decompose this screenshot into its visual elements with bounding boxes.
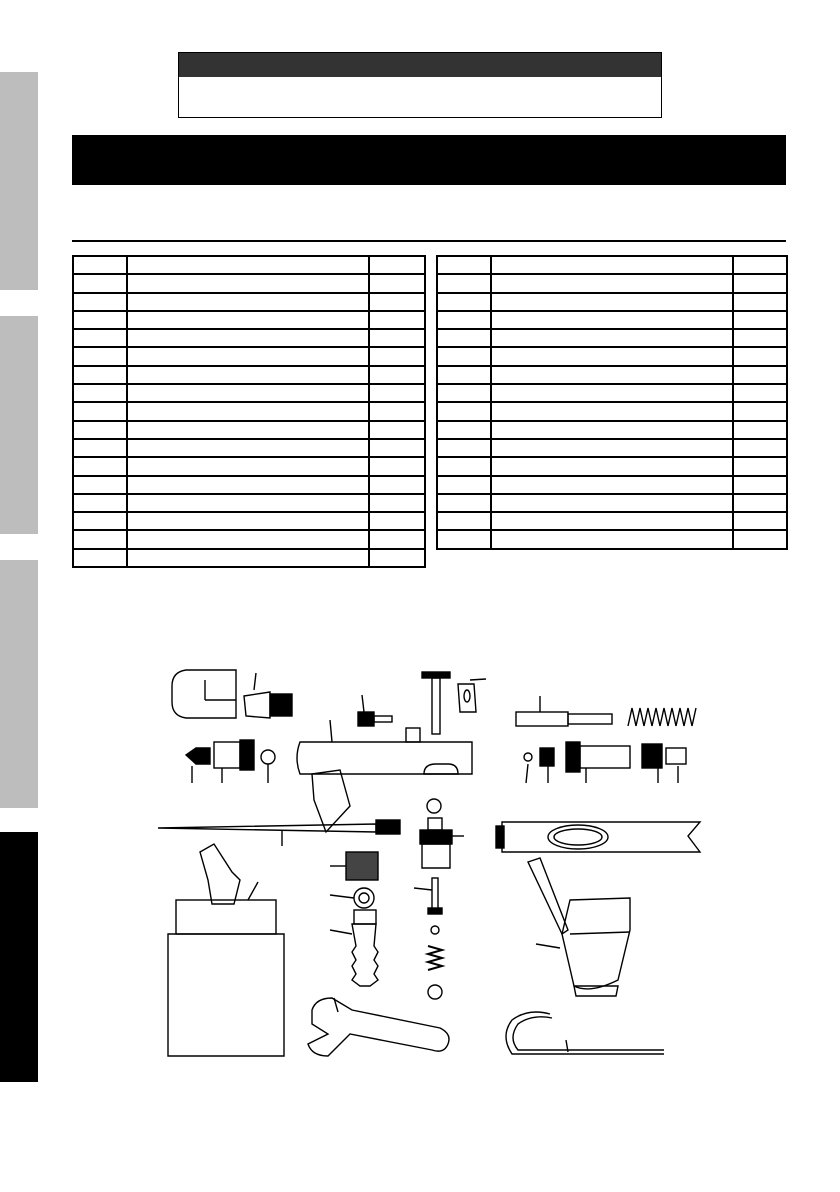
valve-stem-icon bbox=[414, 878, 442, 999]
table-row bbox=[73, 366, 425, 384]
qty-cell bbox=[733, 457, 787, 475]
part-cell bbox=[437, 476, 491, 494]
screw-icon bbox=[358, 695, 392, 726]
description-cell bbox=[127, 311, 370, 329]
description-cell bbox=[491, 329, 734, 347]
qty-cell bbox=[369, 366, 425, 384]
filter-screen-icon bbox=[330, 852, 378, 880]
table-row bbox=[73, 549, 425, 567]
jar-icon bbox=[168, 844, 284, 1056]
color-cup-icon bbox=[528, 858, 630, 996]
part-cell bbox=[73, 512, 127, 530]
table-row bbox=[437, 347, 787, 365]
part-cell bbox=[73, 384, 127, 402]
nozzle-icon bbox=[244, 673, 292, 718]
table-row bbox=[73, 347, 425, 365]
qty-cell bbox=[369, 439, 425, 457]
airbrush-body-icon bbox=[297, 720, 472, 832]
description-cell bbox=[491, 457, 734, 475]
part-cell bbox=[437, 347, 491, 365]
part-cell bbox=[437, 494, 491, 512]
qty-cell bbox=[733, 530, 787, 548]
description-cell bbox=[491, 293, 734, 311]
qty-cell bbox=[369, 494, 425, 512]
part-cell bbox=[73, 549, 127, 567]
table-row bbox=[73, 402, 425, 420]
qty-cell bbox=[733, 439, 787, 457]
note-box bbox=[178, 52, 662, 118]
description-cell bbox=[491, 476, 734, 494]
description-cell bbox=[491, 274, 734, 292]
description-cell bbox=[127, 329, 370, 347]
qty-cell bbox=[733, 476, 787, 494]
table-row bbox=[73, 439, 425, 457]
qty-cell bbox=[369, 329, 425, 347]
description-cell bbox=[127, 476, 370, 494]
piston-icon bbox=[516, 696, 612, 726]
qty-cell bbox=[369, 530, 425, 548]
description-cell bbox=[127, 549, 370, 567]
description-cell bbox=[127, 347, 370, 365]
table-row bbox=[73, 256, 425, 274]
description-cell bbox=[491, 366, 734, 384]
part-cell bbox=[73, 457, 127, 475]
part-cell bbox=[73, 347, 127, 365]
description-cell bbox=[127, 256, 370, 274]
handle-icon bbox=[496, 822, 700, 852]
needle-icon bbox=[158, 820, 400, 846]
table-row bbox=[437, 366, 787, 384]
parts-table-right bbox=[436, 255, 788, 550]
part-cell bbox=[73, 530, 127, 548]
side-tab-2 bbox=[0, 316, 38, 534]
description-cell bbox=[127, 421, 370, 439]
description-cell bbox=[127, 494, 370, 512]
table-row bbox=[73, 476, 425, 494]
qty-cell bbox=[369, 384, 425, 402]
part-cell bbox=[437, 457, 491, 475]
qty-cell bbox=[369, 347, 425, 365]
table-row bbox=[437, 384, 787, 402]
table-row bbox=[437, 293, 787, 311]
part-cell bbox=[73, 421, 127, 439]
table-row bbox=[437, 494, 787, 512]
part-cell bbox=[437, 530, 491, 548]
qty-cell bbox=[369, 274, 425, 292]
table-row bbox=[437, 256, 787, 274]
part-cell bbox=[73, 274, 127, 292]
nozzle-cap-icon bbox=[172, 670, 236, 718]
qty-cell bbox=[733, 256, 787, 274]
table-row bbox=[73, 512, 425, 530]
description-cell bbox=[127, 384, 370, 402]
part-cell bbox=[437, 293, 491, 311]
table-row bbox=[437, 457, 787, 475]
qty-cell bbox=[733, 293, 787, 311]
table-row bbox=[437, 402, 787, 420]
description-cell bbox=[491, 402, 734, 420]
part-cell bbox=[437, 384, 491, 402]
valve-assembly-icon bbox=[420, 799, 464, 868]
part-cell bbox=[437, 329, 491, 347]
parts-table-left bbox=[72, 255, 426, 568]
qty-cell bbox=[733, 366, 787, 384]
qty-cell bbox=[733, 402, 787, 420]
section-divider bbox=[72, 240, 786, 242]
part-cell bbox=[437, 366, 491, 384]
nozzle-tip-icon bbox=[186, 740, 275, 783]
table-row bbox=[73, 274, 425, 292]
holder-clip-icon bbox=[506, 1012, 664, 1054]
table-row bbox=[437, 421, 787, 439]
description-cell bbox=[491, 530, 734, 548]
part-cell bbox=[437, 421, 491, 439]
note-header bbox=[179, 53, 661, 77]
section-title-band bbox=[72, 135, 786, 185]
qty-cell bbox=[369, 476, 425, 494]
part-cell bbox=[73, 494, 127, 512]
description-cell bbox=[491, 311, 734, 329]
table-row bbox=[73, 494, 425, 512]
description-cell bbox=[491, 512, 734, 530]
qty-cell bbox=[733, 347, 787, 365]
table-row bbox=[437, 274, 787, 292]
wrench-icon bbox=[308, 998, 449, 1056]
table-row bbox=[437, 476, 787, 494]
part-cell bbox=[73, 366, 127, 384]
description-cell bbox=[127, 457, 370, 475]
qty-cell bbox=[733, 421, 787, 439]
description-cell bbox=[127, 293, 370, 311]
qty-cell bbox=[733, 384, 787, 402]
qty-cell bbox=[369, 402, 425, 420]
part-cell bbox=[73, 311, 127, 329]
part-cell bbox=[437, 439, 491, 457]
qty-cell bbox=[369, 293, 425, 311]
qty-cell bbox=[733, 512, 787, 530]
side-tab-1 bbox=[0, 72, 38, 290]
part-cell bbox=[437, 256, 491, 274]
table-row bbox=[73, 293, 425, 311]
description-cell bbox=[491, 384, 734, 402]
qty-cell bbox=[369, 256, 425, 274]
hose-connector-icon bbox=[330, 910, 378, 986]
description-cell bbox=[127, 402, 370, 420]
qty-cell bbox=[733, 329, 787, 347]
description-cell bbox=[127, 366, 370, 384]
qty-cell bbox=[733, 494, 787, 512]
part-cell bbox=[437, 402, 491, 420]
air-valve-parts-icon bbox=[524, 742, 686, 783]
description-cell bbox=[127, 274, 370, 292]
description-cell bbox=[491, 439, 734, 457]
table-row bbox=[437, 311, 787, 329]
qty-cell bbox=[369, 421, 425, 439]
table-row bbox=[73, 329, 425, 347]
part-cell bbox=[73, 256, 127, 274]
part-cell bbox=[73, 476, 127, 494]
parts-diagram bbox=[0, 600, 840, 1100]
table-row bbox=[73, 384, 425, 402]
description-cell bbox=[127, 512, 370, 530]
description-cell bbox=[491, 421, 734, 439]
part-cell bbox=[437, 512, 491, 530]
description-cell bbox=[491, 494, 734, 512]
part-cell bbox=[73, 402, 127, 420]
table-row bbox=[73, 530, 425, 548]
table-row bbox=[73, 421, 425, 439]
description-cell bbox=[127, 439, 370, 457]
table-row bbox=[73, 457, 425, 475]
description-cell bbox=[491, 347, 734, 365]
qty-cell bbox=[369, 457, 425, 475]
description-cell bbox=[491, 256, 734, 274]
trigger-button-icon bbox=[422, 672, 486, 734]
table-row bbox=[437, 439, 787, 457]
table-row bbox=[437, 512, 787, 530]
spring-icon bbox=[628, 708, 696, 726]
part-cell bbox=[73, 293, 127, 311]
qty-cell bbox=[369, 512, 425, 530]
part-cell bbox=[73, 439, 127, 457]
qty-cell bbox=[733, 311, 787, 329]
qty-cell bbox=[369, 311, 425, 329]
table-row bbox=[437, 530, 787, 548]
qty-cell bbox=[733, 274, 787, 292]
qty-cell bbox=[369, 549, 425, 567]
washer-icon bbox=[330, 888, 374, 908]
part-cell bbox=[73, 329, 127, 347]
table-row bbox=[437, 329, 787, 347]
part-cell bbox=[437, 274, 491, 292]
description-cell bbox=[127, 530, 370, 548]
table-row bbox=[73, 311, 425, 329]
part-cell bbox=[437, 311, 491, 329]
